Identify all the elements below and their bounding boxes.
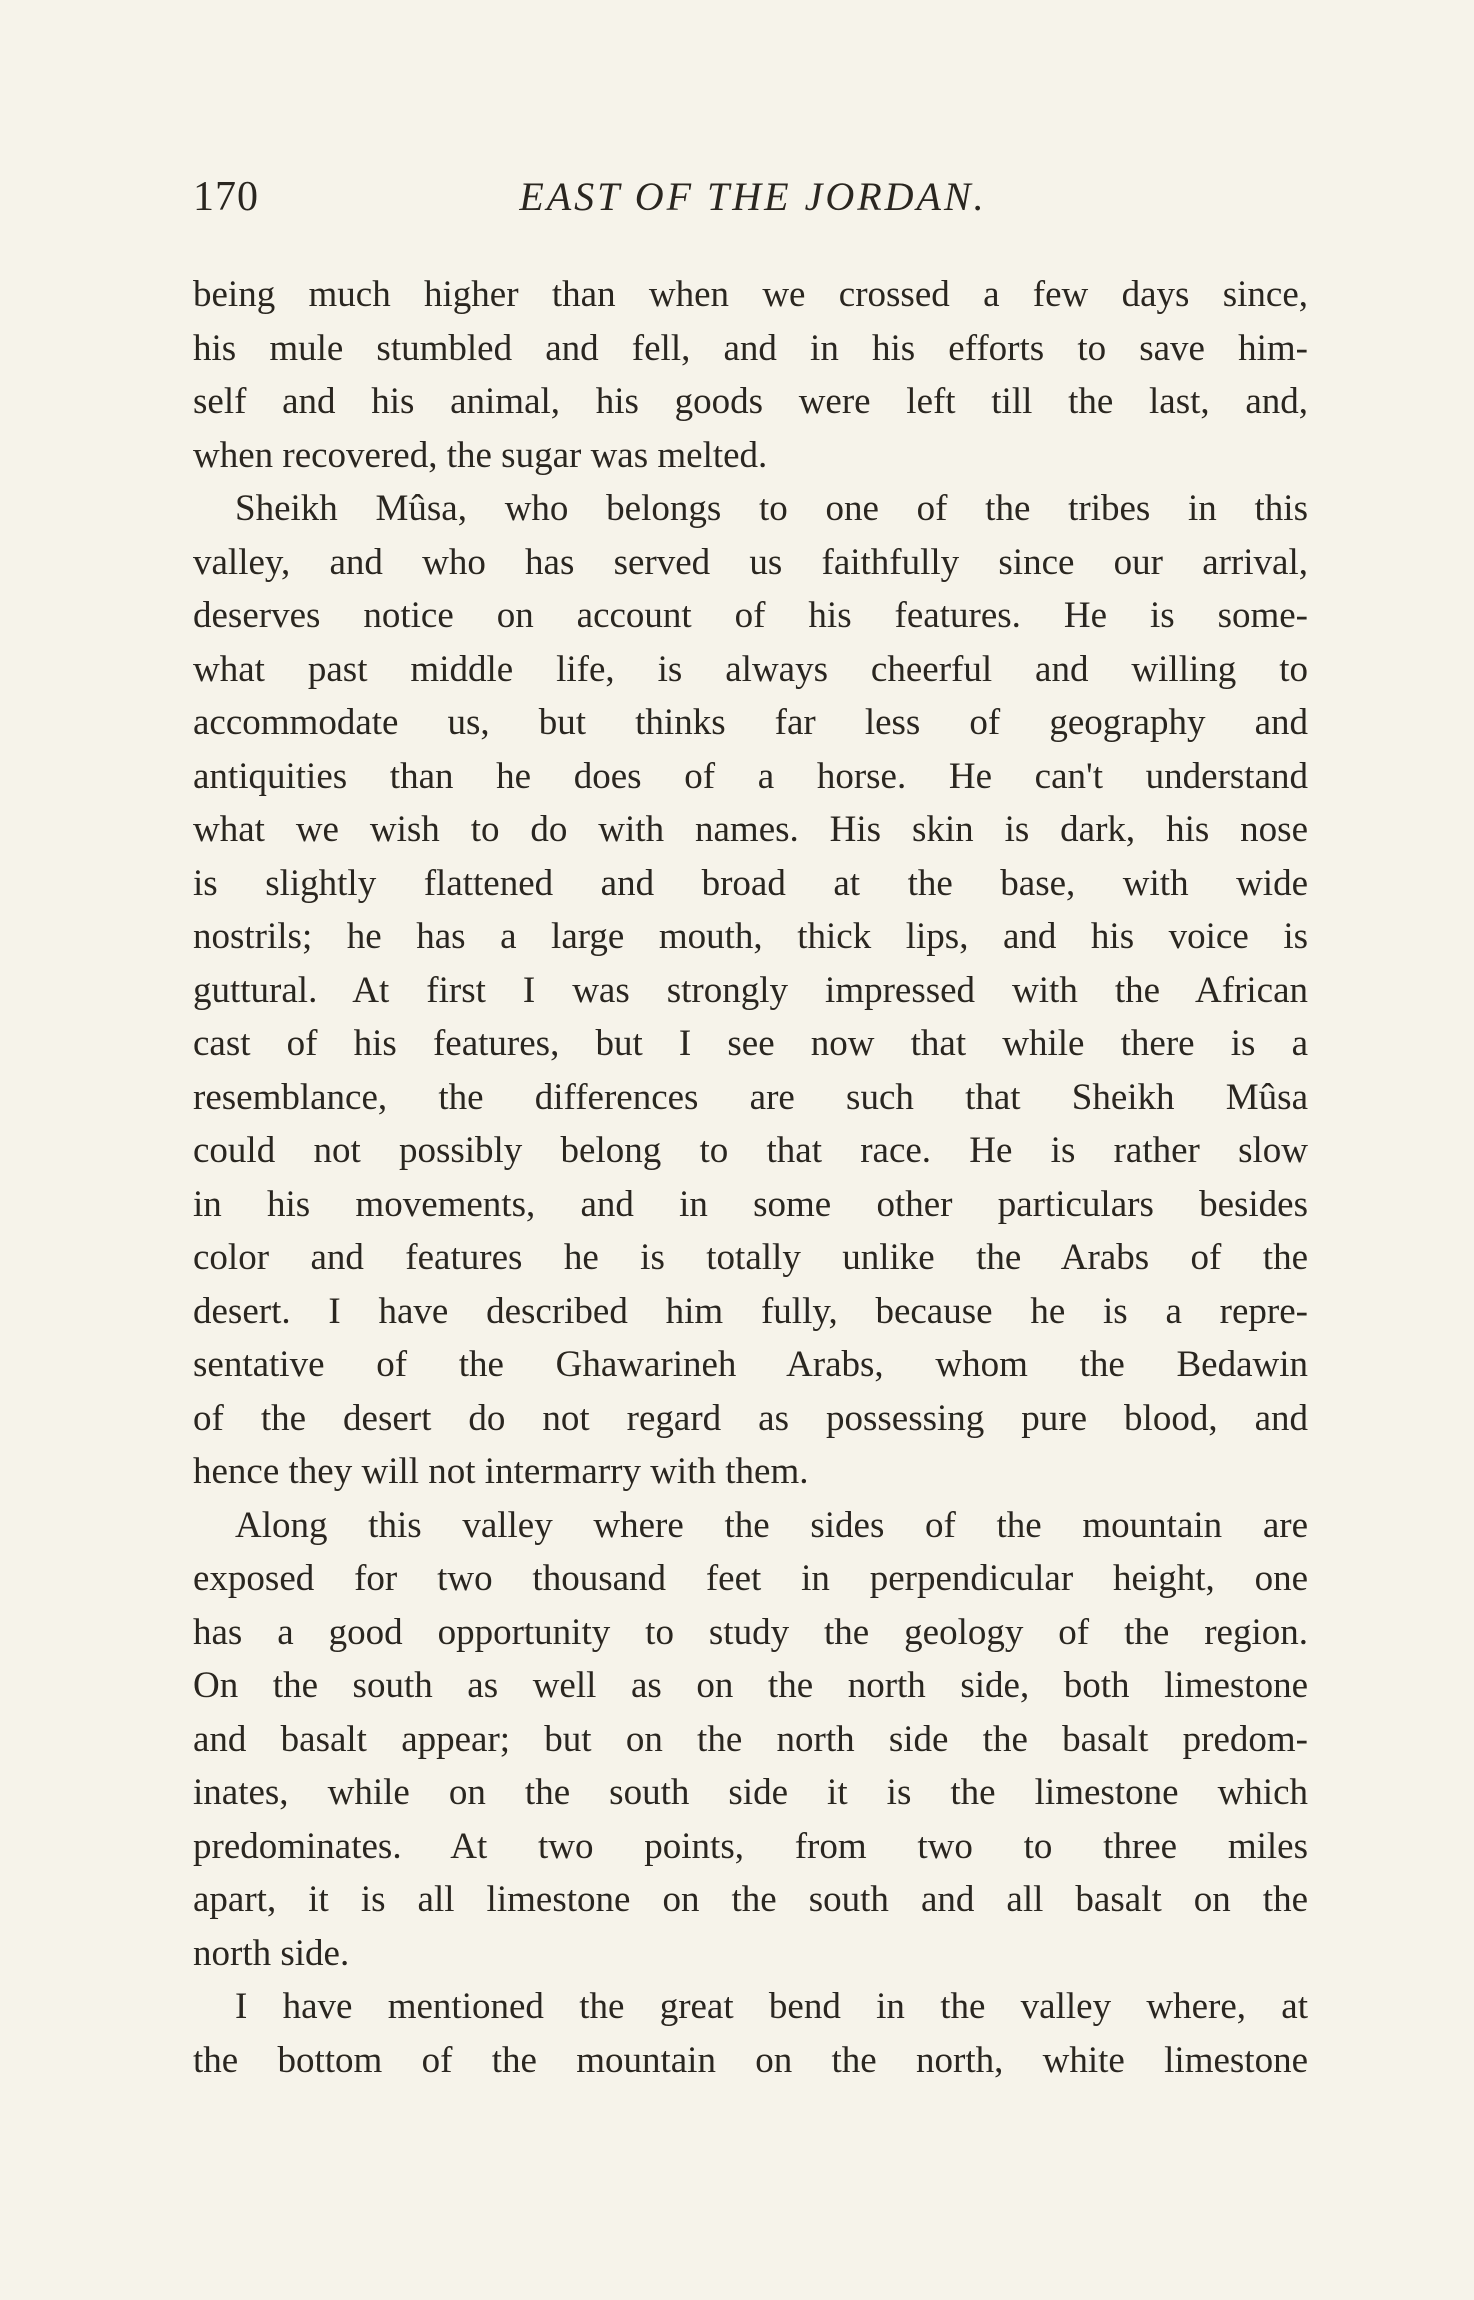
text-line: apart, it is all limestone on the south and all basalt on the — [193, 1879, 1308, 1920]
body-text — [193, 268, 1308, 2087]
text-line: inates, while on the south side it is the limestone which — [193, 1772, 1308, 1813]
text-line: hence they will not intermarry with them. — [193, 1451, 809, 1492]
text-line: has a good opportunity to study the geology of the region. — [193, 1611, 1308, 1653]
text-line: being much higher than when we crossed a few days since, — [193, 274, 1308, 315]
running-title: EAST OF THE JORDAN. — [519, 174, 987, 219]
text-line: sentative of the Ghawarineh Arabs, whom the Bedawin — [193, 1344, 1308, 1385]
text-line: the bottom of the mountain on the north, white limestone — [193, 2039, 1308, 2081]
text-line: predominates. At two points, from two to three miles — [193, 1825, 1308, 1867]
text-line: of the desert do not regard as possessing pure blood, and — [193, 1397, 1308, 1439]
text-line: in his movements, and in some other particulars besides — [193, 1183, 1308, 1225]
text-line: color and features he is totally unlike the Arabs of the — [193, 1237, 1308, 1278]
text-line: valley, and who has served us faithfully since our arrival, — [193, 541, 1308, 583]
text-line: exposed for two thousand feet in perpendicular height, one — [193, 1558, 1308, 1599]
text-line: I have mentioned the great bend in the valley where, at — [235, 1986, 1308, 2027]
text-line: resemblance, the differences are such that Sheikh Mûsa — [193, 1076, 1308, 1118]
text-line: Along this valley where the sides of the mountain are — [235, 1504, 1308, 1546]
text-line: desert. I have described him fully, because he is a repre- — [193, 1290, 1308, 1332]
text-line: antiquities than he does of a horse. He can't understand — [193, 755, 1308, 797]
text-line: nostrils; he has a large mouth, thick lips, and his voice is — [193, 916, 1308, 957]
text-line: guttural. At first I was strongly impressed with the African — [193, 969, 1308, 1011]
text-line: is slightly flattened and broad at the base, with wide — [193, 862, 1308, 904]
page-number: 170 — [193, 174, 259, 220]
text-line: could not possibly belong to that race. He is rather slow — [193, 1130, 1308, 1171]
text-line: and basalt appear; but on the north side the basalt predom- — [193, 1718, 1308, 1760]
text-line: when recovered, the sugar was melted. — [193, 434, 768, 476]
text-line: his mule stumbled and fell, and in his efforts to save him- — [193, 327, 1308, 369]
text-line: Sheikh Mûsa, who belongs to one of the tribes in this — [235, 488, 1308, 529]
text-line: what we wish to do with names. His skin is dark, his nose — [193, 809, 1308, 850]
running-head — [193, 173, 1313, 233]
text-line: what past middle life, is always cheerful and willing to — [193, 648, 1308, 690]
text-line: accommodate us, but thinks far less of geography and — [193, 702, 1308, 743]
text-line: deserves notice on account of his features. He is some- — [193, 595, 1308, 636]
text-line: self and his animal, his goods were left till the last, and, — [193, 381, 1308, 422]
text-line: On the south as well as on the north side, both limestone — [193, 1665, 1308, 1706]
text-line: north side. — [193, 1932, 350, 1974]
text-line: cast of his features, but I see now that while there is a — [193, 1023, 1308, 1064]
